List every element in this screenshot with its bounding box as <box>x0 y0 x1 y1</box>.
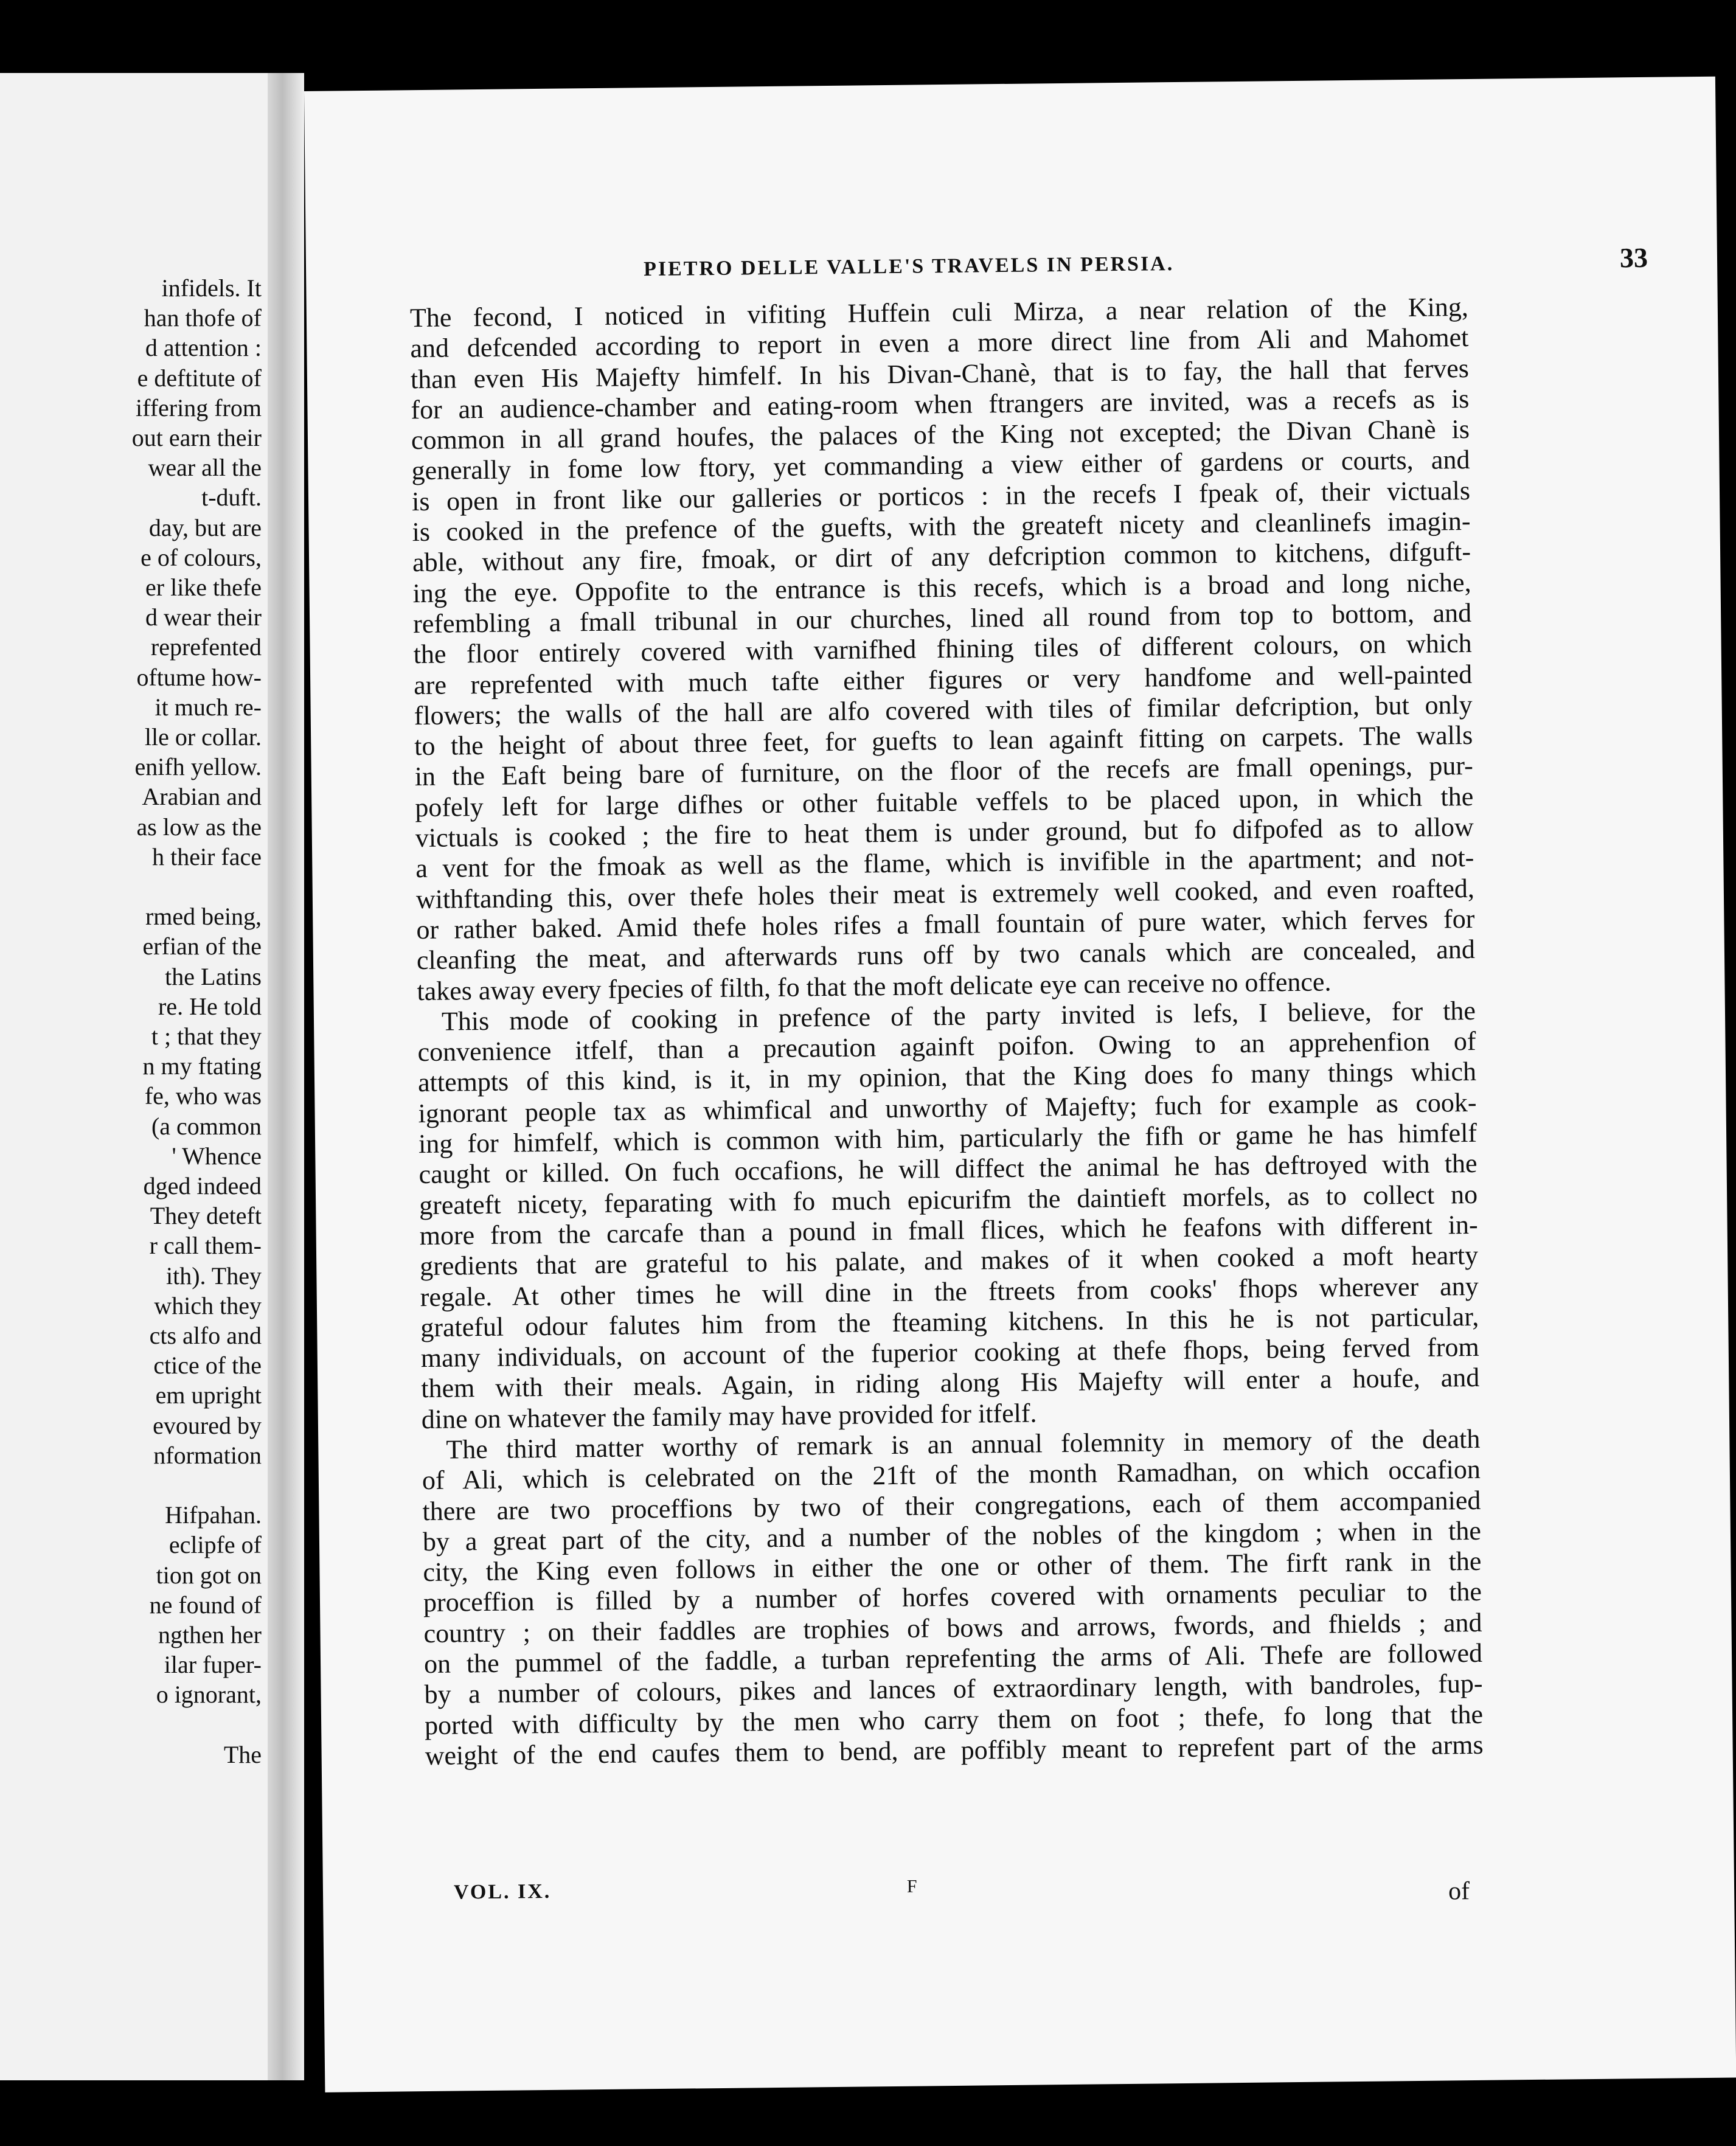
facing-page-line: n my ftating <box>142 1052 262 1080</box>
facing-page-line: lle or collar. <box>144 723 262 751</box>
body-text-line: takes away every fpecies of filth, fo that the moft delicate eye can receive no offence. <box>417 966 1332 1006</box>
body-text-line: a vent for the fmoak as well as the flame, which is invifible in the apartment; and not- <box>415 842 1474 884</box>
body-text-line: more from the carcafe than a pound in fmall flices, which he feafons with different in- <box>419 1209 1478 1251</box>
facing-page-line: oftume how- <box>136 663 262 691</box>
facing-page-line: wear all the <box>148 454 262 482</box>
book-page <box>304 77 1736 2092</box>
volume-number: VOL. IX. <box>453 1880 552 1904</box>
body-text-line: convenience itfelf, than a precaution againft poifon. Owing to an apprehenfion of <box>417 1026 1476 1068</box>
body-text-line: than even His Majefty himfelf. In his Divan-Chanè, that is to fay, the hall that ferves <box>410 353 1470 394</box>
facing-page-line: Hifpahan. <box>165 1501 262 1529</box>
body-text-line: attempts of this kind, is it, in my opinion, that the King does fo many things which <box>417 1057 1477 1098</box>
running-header: PIETRO DELLE VALLE'S TRAVELS IN PERSIA. <box>643 252 1175 281</box>
facing-page-line: ith). They <box>165 1262 262 1290</box>
body-text-line: of Ali, which is celebrated on the 21ft of the month Ramadhan, on which occafion <box>422 1454 1481 1496</box>
body-text-line: flowers; the walls of the hall are alfo covered with tiles of fimilar defcription, but only <box>414 689 1473 731</box>
facing-page-line: ne found of <box>149 1591 262 1619</box>
body-text-line: proceffion is filled by a number of horfes covered with ornaments peculiar to the <box>423 1577 1482 1618</box>
facing-page-line: o ignorant, <box>156 1681 262 1709</box>
body-text-line: them with their meals. Again, in riding along His Majefty will enter a houfe, and <box>421 1363 1480 1404</box>
facing-page-line: eclipfe of <box>168 1531 262 1559</box>
facing-page-line: which they <box>154 1291 262 1319</box>
body-text-line: victuals is cooked ; the fire to heat them is under ground, but fo difpofed as to allow <box>415 811 1474 853</box>
body-text-line: for an audience-chamber and eating-room when ftrangers are invited, was a recefs as is <box>411 383 1470 425</box>
facing-page <box>0 73 268 2080</box>
facing-page-line: fe, who was <box>144 1082 262 1110</box>
facing-page-line: cts alfo and <box>149 1322 262 1349</box>
facing-page-line: as low as the <box>136 813 262 841</box>
facing-page-line: d attention : <box>145 334 262 362</box>
body-text-line: cleanfing the meat, and afterwards runs off by two canals which are concealed, and <box>416 934 1476 976</box>
facing-page-line: e deftitute of <box>137 364 262 392</box>
body-text-line: grateful odour falutes him from the fteaming kitchens. In this he is not particular, <box>420 1301 1479 1342</box>
facing-page-line: nformation <box>153 1441 262 1469</box>
facing-page-line: t ; that they <box>151 1023 262 1050</box>
body-text-line: on the pummel of the faddle, a turban reprefenting the arms of Ali. Thefe are followed <box>423 1637 1483 1679</box>
signature-mark: F <box>906 1876 917 1897</box>
catchword: of <box>1448 1877 1470 1906</box>
facing-page-line: rmed being, <box>145 903 262 931</box>
body-text-line: ing the eye. Oppofite to the entrance is this recefs, which is a broad and long niche, <box>412 567 1471 608</box>
facing-page-line: enifh yellow. <box>134 753 262 781</box>
body-text-line: common in all grand houfes, the palaces of the King not excepted; the Divan Chanè is <box>411 414 1470 456</box>
body-text-line: greateft nicety, feparating with fo much epicurifm the daintieft morfels, as to collect no <box>418 1179 1478 1220</box>
body-text-line: or rather baked. Amid thefe holes rifes a fmall fountain of pure water, which ferves for <box>416 903 1475 945</box>
facing-page-line: infidels. It <box>161 274 262 302</box>
body-text-line: is cooked in the prefence of the guefts, with the greateft nicety and cleanlinefs imagin- <box>412 506 1471 547</box>
body-text-line: ignorant people tax as whimfical and unworthy of Majefty; fuch for example as cook- <box>418 1087 1477 1128</box>
facing-page-line: r call them- <box>149 1232 262 1260</box>
scan-edge-marks <box>985 0 1715 85</box>
facing-page-line: tion got on <box>156 1561 262 1589</box>
body-text-line: and defcended according to report in even a more direct line from Ali and Mahomet <box>410 322 1469 364</box>
facing-page-line: The <box>223 1740 262 1768</box>
facing-page-line: iffering from <box>136 394 262 422</box>
facing-page-line: evoured by <box>153 1411 262 1439</box>
facing-page-line: ngthen her <box>158 1621 262 1648</box>
facing-page-line: re. He told <box>158 992 262 1020</box>
facing-page-line: em upright <box>155 1381 262 1409</box>
body-text-line: country ; on their faddles are trophies of bows and arrows, fwords, and fhields ; and <box>423 1607 1482 1648</box>
facing-page-line: Arabian and <box>142 783 262 811</box>
body-text-line: refembling a fmall tribunal in our churches, lined all round from top to bottom, and <box>412 597 1472 639</box>
body-text-line: able, without any fire, fmoak, or dirt of any defcription common to kitchens, difguft- <box>412 536 1471 578</box>
body-text-line: withftanding this, over thefe holes their meat is extremely well cooked, and even roafted, <box>415 873 1475 914</box>
body-text-line: by a great part of the city, and a number of the nobles of the kingdom ; when in the <box>422 1515 1482 1557</box>
body-text-line: ing for himfelf, which is common with him, particularly the fifh or game he has himfelf <box>418 1117 1477 1159</box>
body-text <box>410 292 1484 1771</box>
body-text-line: caught or killed. On fuch occafions, he will diffect the animal he has deftroyed with the <box>418 1148 1477 1190</box>
body-text-line: dine on whatever the family may have provided for itfelf. <box>421 1398 1037 1434</box>
facing-page-line: They deteft <box>150 1202 262 1230</box>
body-text-line: the floor entirely covered with varnifhed fhining tiles of different colours, on which <box>413 628 1472 670</box>
body-text-line: by a number of colours, pikes and lances of extraordinary length, with bandroles, fup- <box>424 1669 1483 1710</box>
facing-page-line: out earn their <box>131 424 262 451</box>
facing-page-line: d wear their <box>145 603 262 631</box>
facing-page-line: er like thefe <box>145 574 262 601</box>
body-text-line: city, the King even follows in either the one or other of them. The firft rank in the <box>423 1546 1482 1588</box>
facing-page-line: erfian of the <box>142 932 262 960</box>
body-text-line: The fecond, I noticed in vifiting Huffein culi Mirza, a near relation of the King, <box>409 291 1469 333</box>
facing-page-line: dged indeed <box>143 1172 262 1200</box>
facing-page-line: it much re- <box>155 693 262 721</box>
facing-page-line: day, but are <box>148 513 262 541</box>
facing-page-line: ilar fuper- <box>164 1651 262 1679</box>
facing-page-line: h their face <box>152 842 262 870</box>
body-text-line: gredients that are grateful to his palate, and makes of it when cooked a moft hearty <box>419 1240 1479 1282</box>
body-text-line: in the Eaft being bare of furniture, on the floor of the recefs are fmall openings, pur- <box>414 751 1473 792</box>
body-text-line: is open in front like our galleries or porticos : in the recefs I fpeak of, their victuals <box>411 475 1471 516</box>
body-text-line: This mode of cooking in prefence of the party invited is lefs, I believe, for the <box>441 995 1476 1037</box>
body-text-line: regale. At other times he will dine in the ftreets from cooks' fhops wherever any <box>420 1271 1479 1312</box>
facing-page-line: han thofe of <box>144 304 262 332</box>
facing-page-line: e of colours, <box>141 543 262 571</box>
facing-page-line: (a common <box>151 1112 262 1140</box>
facing-page-line: the Latins <box>165 962 262 990</box>
body-text-line: ported with difficulty by the men who carry them on foot ; thefe, fo long that the <box>424 1699 1484 1740</box>
body-text-line: there are two proceffions by two of their congregations, each of them accompanied <box>422 1485 1481 1526</box>
body-text-line: generally in fome low ftory, yet commanding a view either of gardens or courts, and <box>411 445 1470 486</box>
facing-page-line: t-duft. <box>201 484 262 512</box>
page-number: 33 <box>1619 241 1648 274</box>
book-gutter <box>268 73 304 2080</box>
body-text-line: pofely left for large difhes or other fuitable veffels to be placed upon, in which the <box>415 781 1474 822</box>
body-text-line: The third matter worthy of remark is an annual folemnity in memory of the death <box>446 1423 1481 1465</box>
body-text-line: are reprefented with much tafte either figures or very handfome and well-painted <box>413 659 1473 700</box>
facing-page-line: reprefented <box>150 633 262 661</box>
facing-page-line: ' Whence <box>172 1142 262 1170</box>
facing-page-line: ctice of the <box>153 1352 262 1380</box>
body-text-line: to the height of about three feet, for guefts to lean againft fitting on carpets. The walls <box>414 720 1473 762</box>
body-text-line: weight of the end caufes them to bend, are poffibly meant to reprefent part of the arms <box>425 1729 1484 1771</box>
body-text-line: many individuals, on account of the fuperior cooking at thefe fhops, being ferved from <box>420 1332 1479 1373</box>
